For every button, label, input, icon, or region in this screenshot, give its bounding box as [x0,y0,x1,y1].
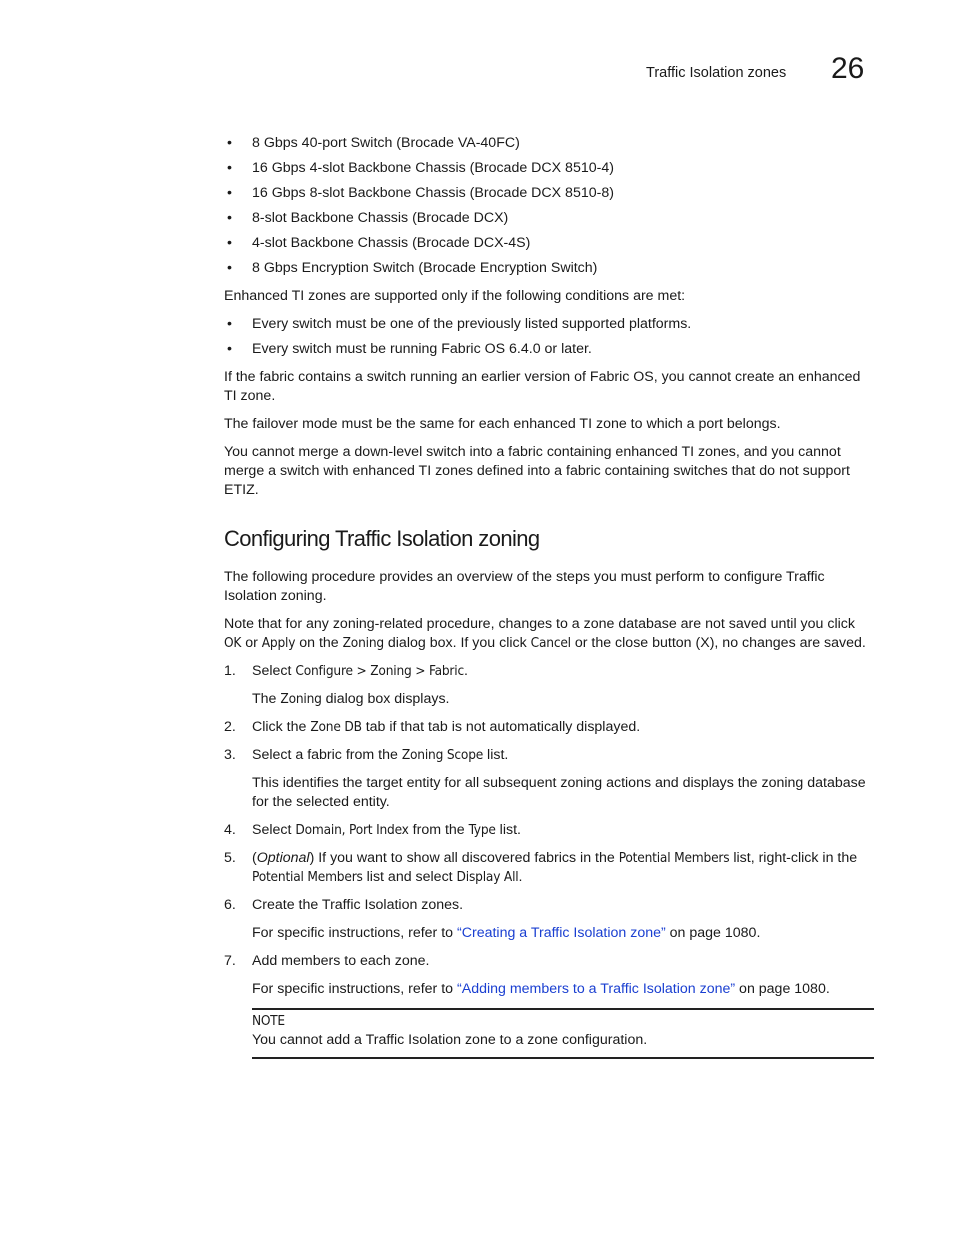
zoning-label: Zoning [342,635,384,651]
page-content [224,134,874,1059]
save-note-paragraph: Note that for any zoning-related procedure, changes to a zone database are not saved until you click OK or Apply on the Zoning dialog box. If you click Cancel or the close button (X), no changes are saved. [224,616,866,651]
xref-link-creating-ti-zone[interactable]: “Creating a Traffic Isolation zone” [457,925,666,941]
menu-path: Configure > Zoning > Fabric [295,663,464,679]
list-item: • 4-slot Backbone Chassis (Brocade DCX-4S) [224,234,874,259]
paragraph-earlier-version: If the fabric contains a switch running an earlier version of Fabric OS, you cannot create an enhanced TI zone. [224,369,861,404]
note-box [252,1008,874,1059]
xref-link-adding-members[interactable]: “Adding members to a Traffic Isolation zone” [457,981,736,997]
ok-label: OK [224,635,242,651]
step-7: 7. Add members to each zone. For specific instructions, refer to “Adding members to a Traffic Isolation zone” on page 1080. [224,953,830,997]
list-item: • 16 Gbps 8-slot Backbone Chassis (Brocade DCX 8510-8) [224,184,874,209]
step-1: 1. Select Configure > Zoning > Fabric. The Zoning dialog box displays. [224,663,468,707]
running-header-title: Traffic Isolation zones [646,65,787,81]
paragraph-failover: The failover mode must be the same for each enhanced TI zone to which a port belongs. [224,416,781,432]
step-3: 3. Select a fabric from the Zoning Scope list. This identifies the target entity for all subsequent zoning actions and displays the zoning database for the selected entity. [224,747,866,810]
list-item: • 16 Gbps 4-slot Backbone Chassis (Brocade DCX 8510-4) [224,159,874,184]
platform-list [224,134,874,284]
chapter-number: 26 [831,52,865,85]
step-5: 5. (Optional) If you want to show all discovered fabrics in the Potential Members list, right-click in the Potential Members list and select Display All. [224,850,858,885]
list-item: • 8 Gbps Encryption Switch (Brocade Encryption Switch) [224,259,874,284]
note-text: You cannot add a Traffic Isolation zone to a zone configuration. [252,1032,648,1048]
note-label: NOTE [252,1013,285,1029]
list-item: • Every switch must be one of the previously listed supported platforms. [224,315,874,340]
step-6: 6. Create the Traffic Isolation zones. For specific instructions, refer to “Creating a Traffic Isolation zone” on page 1080. [224,897,761,941]
section-heading: Configuring Traffic Isolation zoning [224,526,540,551]
conditions-list [224,315,874,365]
step-2: 2. Click the Zone DB tab if that tab is not automatically displayed. [224,719,641,735]
paragraph-merge: You cannot merge a down-level switch into a fabric containing enhanced TI zones, and you cannot merge a switch with enhanced TI zones defined into a fabric containing switches that do not support ETIZ. [224,444,850,498]
step-4: 4. Select Domain, Port Index from the Type list. [224,822,521,838]
apply-label: Apply [261,635,296,651]
procedure-steps [224,662,874,999]
list-item: • 8-slot Backbone Chassis (Brocade DCX) [224,209,874,234]
cancel-label: Cancel [530,635,571,651]
list-item: • Every switch must be running Fabric OS 6.4.0 or later. [224,340,874,365]
conditions-intro: Enhanced TI zones are supported only if the following conditions are met: [224,288,686,304]
procedure-intro: The following procedure provides an overview of the steps you must perform to configure Traffic Isolation zoning. [224,569,825,604]
list-item: • 8 Gbps 40-port Switch (Brocade VA-40FC) [224,134,874,159]
